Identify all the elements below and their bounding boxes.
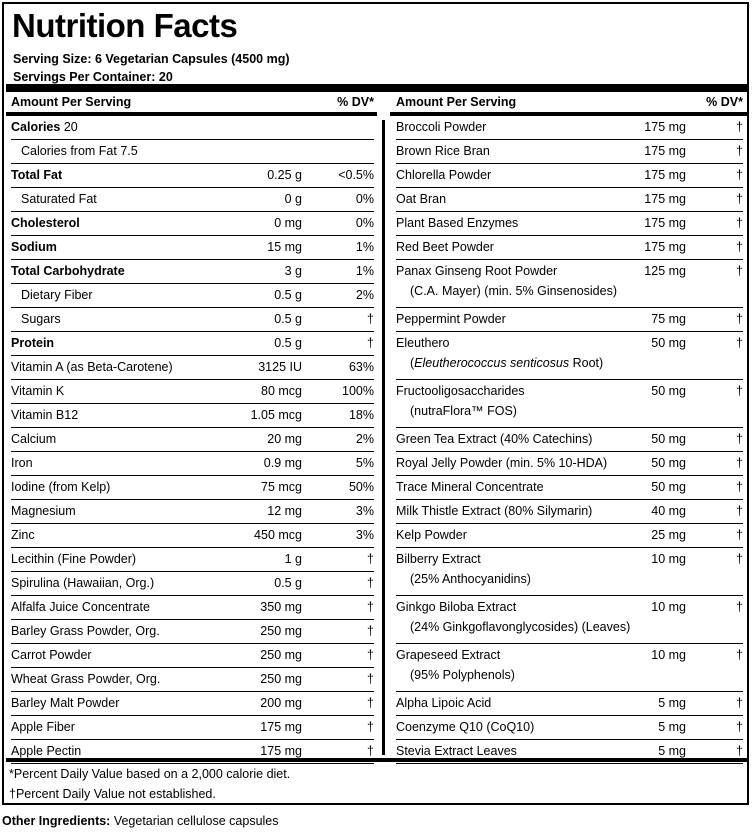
nutrient-name: Sugars xyxy=(21,312,61,326)
servings-per-container: Servings Per Container: 20 xyxy=(13,70,173,84)
nutrient-amount: 12 mg xyxy=(267,504,302,518)
column-divider xyxy=(382,120,385,755)
nutrient-dv: 100% xyxy=(342,384,374,398)
table-row xyxy=(396,332,743,380)
nutrient-amount: 0.5 g xyxy=(274,336,302,350)
right-header-dv: % DV* xyxy=(706,95,743,109)
ingredient-name: Peppermint Powder xyxy=(396,312,506,326)
nutrient-dv: 63% xyxy=(348,360,374,374)
nutrient-name: Dietary Fiber xyxy=(21,288,93,302)
nutrient-name: Barley Grass Powder, Org. xyxy=(11,624,160,638)
ingredient-amount: 50 mg xyxy=(651,432,686,446)
nutrient-dv: 50% xyxy=(348,480,374,494)
nutrient-amount: 200 mg xyxy=(260,696,302,710)
nutrient-name: Vitamin A (as Beta-Carotene) xyxy=(11,360,173,374)
nutrient-name: Wheat Grass Powder, Org. xyxy=(11,672,161,686)
ingredient-amount: 125 mg xyxy=(644,264,686,278)
ingredient-amount: 175 mg xyxy=(644,168,686,182)
ingredient-detail: (nutraFlora™ FOS) xyxy=(410,404,517,418)
table-row xyxy=(396,212,743,236)
table-row xyxy=(11,284,374,308)
ingredient-dv: † xyxy=(736,744,743,758)
ingredient-amount: 5 mg xyxy=(658,720,686,734)
ingredient-latin-name: Eleutherococcus senticosus xyxy=(414,356,570,370)
table-row xyxy=(11,692,374,716)
nutrient-dv: 5% xyxy=(355,456,374,470)
nutrient-name: Carrot Powder xyxy=(11,648,92,662)
right-header xyxy=(396,95,743,112)
table-row xyxy=(396,596,743,644)
ingredient-dv: † xyxy=(736,648,743,662)
nutrient-name: Apple Pectin xyxy=(11,744,82,758)
nutrient-amount: 0.5 g xyxy=(274,576,302,590)
ingredient-detail: (C.A. Mayer) (min. 5% Ginsenosides) xyxy=(410,284,618,298)
nutrient-amount: 20 mg xyxy=(267,432,302,446)
ingredient-amount: 175 mg xyxy=(644,240,686,254)
table-row xyxy=(11,188,374,212)
ingredient-name: Red Beet Powder xyxy=(396,240,494,254)
nutrient-name: Iron xyxy=(11,456,33,470)
nutrient-dv: 1% xyxy=(355,264,374,278)
table-row xyxy=(11,428,374,452)
ingredient-amount: 175 mg xyxy=(644,144,686,158)
ingredient-dv: † xyxy=(736,552,743,566)
ingredient-dv: † xyxy=(736,336,743,350)
table-row xyxy=(11,668,374,692)
nutrient-name: Iodine (from Kelp) xyxy=(11,480,111,494)
nutrient-dv: † xyxy=(367,312,374,326)
table-row xyxy=(11,548,374,572)
nutrient-amount: 3125 IU xyxy=(258,360,302,374)
table-row xyxy=(11,308,374,332)
ingredient-dv: † xyxy=(736,144,743,158)
ingredient-dv: † xyxy=(736,264,743,278)
ingredient-dv: † xyxy=(736,432,743,446)
table-row xyxy=(11,500,374,524)
ingredient-name: Bilberry Extract xyxy=(396,552,481,566)
nutrient-dv: 0% xyxy=(355,192,374,206)
right-header-amount: Amount Per Serving xyxy=(396,95,517,109)
ingredient-amount: 175 mg xyxy=(644,192,686,206)
table-row xyxy=(11,572,374,596)
nutrient-amount: 0 mg xyxy=(274,216,302,230)
table-row xyxy=(11,620,374,644)
ingredient-amount: 50 mg xyxy=(651,384,686,398)
ingredient-dv: † xyxy=(736,696,743,710)
nutrient-dv: 2% xyxy=(355,432,374,446)
nutrient-amount: 15 mg xyxy=(267,240,302,254)
table-row xyxy=(396,524,743,548)
table-row xyxy=(11,380,374,404)
table-row xyxy=(11,332,374,356)
footnote-dv: *Percent Daily Value based on a 2,000 calorie diet. xyxy=(9,767,291,781)
nutrient-name: Protein xyxy=(11,336,55,350)
nutrient-amount: 250 mg xyxy=(260,624,302,638)
nutrient-amount: 250 mg xyxy=(260,672,302,686)
nutrient-amount: 1 g xyxy=(284,552,302,566)
ingredient-amount: 50 mg xyxy=(651,456,686,470)
ingredient-name: Trace Mineral Concentrate xyxy=(396,480,544,494)
ingredient-dv: † xyxy=(736,216,743,230)
table-row xyxy=(396,116,743,140)
ingredient-amount: 175 mg xyxy=(644,216,686,230)
nutrient-name: Calories 20 xyxy=(11,120,78,134)
nutrient-amount: 175 mg xyxy=(260,744,302,758)
nutrient-name: Cholesterol xyxy=(11,216,80,230)
ingredient-name: Green Tea Extract (40% Catechins) xyxy=(396,432,593,446)
nutrient-amount: 350 mg xyxy=(260,600,302,614)
nutrient-dv: † xyxy=(367,576,374,590)
nutrient-amount: 175 mg xyxy=(260,720,302,734)
nutrient-name: Apple Fiber xyxy=(11,720,75,734)
ingredient-name: Eleuthero xyxy=(396,336,450,350)
nutrient-dv: <0.5% xyxy=(338,168,374,182)
ingredient-dv: † xyxy=(736,168,743,182)
nutrient-amount: 0 g xyxy=(284,192,302,206)
nutrient-dv: † xyxy=(367,672,374,686)
other-ingredients xyxy=(2,814,279,828)
table-row xyxy=(11,212,374,236)
ingredient-amount: 10 mg xyxy=(651,600,686,614)
table-row xyxy=(396,380,743,428)
table-row xyxy=(396,548,743,596)
nutrient-amount: 75 mcg xyxy=(261,480,302,494)
ingredient-name: Alpha Lipoic Acid xyxy=(396,696,492,710)
ingredient-dv: † xyxy=(736,240,743,254)
nutrient-name: Calories from Fat 7.5 xyxy=(21,144,138,158)
ingredient-dv: † xyxy=(736,480,743,494)
table-row xyxy=(11,140,374,164)
table-row xyxy=(11,116,374,140)
nutrient-dv: 0% xyxy=(355,216,374,230)
table-row xyxy=(11,596,374,620)
ingredient-dv: † xyxy=(736,384,743,398)
table-row xyxy=(396,236,743,260)
nutrient-name: Calcium xyxy=(11,432,57,446)
nutrient-dv: 3% xyxy=(355,504,374,518)
nutrient-dv: 18% xyxy=(348,408,374,422)
table-row xyxy=(396,716,743,740)
nutrient-dv: † xyxy=(367,744,374,758)
nutrient-amount: 1.05 mcg xyxy=(250,408,302,422)
ingredient-dv: † xyxy=(736,504,743,518)
ingredient-name: Grapeseed Extract xyxy=(396,648,501,662)
ingredient-dv: † xyxy=(736,528,743,542)
ingredient-name: Royal Jelly Powder (min. 5% 10-HDA) xyxy=(396,456,608,470)
panel-title: Nutrition Facts xyxy=(12,7,238,44)
ingredient-amount: 75 mg xyxy=(651,312,686,326)
nutrient-amount: 250 mg xyxy=(260,648,302,662)
ingredient-amount: 5 mg xyxy=(658,696,686,710)
nutrient-name: Spirulina (Hawaiian, Org.) xyxy=(11,576,155,590)
nutrient-value: 20 xyxy=(60,120,78,134)
ingredient-amount: 40 mg xyxy=(651,504,686,518)
ingredient-detail: (Eleutherococcus senticosus Root) xyxy=(410,356,604,370)
ingredient-amount: 10 mg xyxy=(651,552,686,566)
serving-size: Serving Size: 6 Vegetarian Capsules (4500 mg) xyxy=(13,52,290,66)
footer-rule xyxy=(6,758,749,762)
ingredient-detail: (25% Anthocyanidins) xyxy=(410,572,531,586)
ingredient-dv: † xyxy=(736,312,743,326)
table-row xyxy=(396,692,743,716)
nutrient-dv: † xyxy=(367,552,374,566)
nutrient-amount: 0.5 g xyxy=(274,312,302,326)
ingredient-amount: 10 mg xyxy=(651,648,686,662)
ingredient-amount: 25 mg xyxy=(651,528,686,542)
table-row xyxy=(11,260,374,284)
nutrient-dv: † xyxy=(367,336,374,350)
ingredient-name: Brown Rice Bran xyxy=(396,144,490,158)
left-header-amount: Amount Per Serving xyxy=(11,95,132,109)
nutrient-name: Vitamin K xyxy=(11,384,65,398)
nutrient-name: Lecithin (Fine Powder) xyxy=(11,552,137,566)
right-column xyxy=(396,116,743,764)
ingredient-detail: (95% Polyphenols) xyxy=(410,668,515,682)
ingredient-name: Oat Bran xyxy=(396,192,447,206)
ingredient-amount: 50 mg xyxy=(651,480,686,494)
table-row xyxy=(396,140,743,164)
nutrient-name: Vitamin B12 xyxy=(11,408,79,422)
nutrient-amount: 3 g xyxy=(284,264,302,278)
nutrient-name: Magnesium xyxy=(11,504,76,518)
table-row xyxy=(396,188,743,212)
left-header-dv: % DV* xyxy=(337,95,374,109)
ingredient-amount: 50 mg xyxy=(651,336,686,350)
ingredient-dv: † xyxy=(736,192,743,206)
table-row xyxy=(396,164,743,188)
footnote-not-established: †Percent Daily Value not established. xyxy=(9,787,216,801)
nutrient-amount: 80 mcg xyxy=(261,384,302,398)
nutrient-amount: 0.5 g xyxy=(274,288,302,302)
table-row xyxy=(11,164,374,188)
nutrient-name: Saturated Fat xyxy=(21,192,97,206)
ingredient-dv: † xyxy=(736,600,743,614)
ingredient-name: Broccoli Powder xyxy=(396,120,487,134)
nutrient-dv: † xyxy=(367,624,374,638)
ingredient-dv: † xyxy=(736,456,743,470)
table-row xyxy=(11,452,374,476)
other-ingredients-label: Other Ingredients: xyxy=(2,814,111,828)
ingredient-dv: † xyxy=(736,720,743,734)
left-column xyxy=(11,116,374,764)
table-row xyxy=(396,428,743,452)
table-row xyxy=(396,500,743,524)
nutrient-name: Barley Malt Powder xyxy=(11,696,120,710)
thick-divider xyxy=(6,84,749,92)
table-row xyxy=(396,308,743,332)
nutrient-dv: † xyxy=(367,696,374,710)
ingredient-name: Fructooligosaccharides xyxy=(396,384,525,398)
table-row xyxy=(11,716,374,740)
nutrient-name: Sodium xyxy=(11,240,57,254)
left-header xyxy=(11,95,374,112)
table-row xyxy=(11,524,374,548)
ingredient-amount: 175 mg xyxy=(644,120,686,134)
table-row xyxy=(396,260,743,308)
table-row xyxy=(11,404,374,428)
nutrient-dv: † xyxy=(367,600,374,614)
table-row xyxy=(396,476,743,500)
nutrient-dv: 2% xyxy=(355,288,374,302)
table-row xyxy=(11,236,374,260)
ingredient-name: Stevia Extract Leaves xyxy=(396,744,517,758)
table-row xyxy=(11,644,374,668)
nutrient-dv: 3% xyxy=(355,528,374,542)
ingredient-name: Panax Ginseng Root Powder xyxy=(396,264,558,278)
ingredient-name: Milk Thistle Extract (80% Silymarin) xyxy=(396,504,593,518)
nutrient-dv: † xyxy=(367,648,374,662)
ingredient-name: Kelp Powder xyxy=(396,528,467,542)
ingredient-detail: (24% Ginkgoflavonglycosides) (Leaves) xyxy=(410,620,631,634)
nutrient-amount: 450 mcg xyxy=(254,528,302,542)
ingredient-dv: † xyxy=(736,120,743,134)
table-row xyxy=(396,644,743,692)
table-row xyxy=(11,356,374,380)
nutrient-amount: 0.9 mg xyxy=(263,456,302,470)
nutrient-name: Alfalfa Juice Concentrate xyxy=(11,600,150,614)
nutrient-name: Total Fat xyxy=(11,168,63,182)
ingredient-name: Ginkgo Biloba Extract xyxy=(396,600,517,614)
ingredient-name: Plant Based Enzymes xyxy=(396,216,519,230)
nutrient-name: Zinc xyxy=(11,528,35,542)
table-row xyxy=(11,476,374,500)
ingredient-name: Chlorella Powder xyxy=(396,168,492,182)
nutrient-dv: † xyxy=(367,720,374,734)
ingredient-name: Coenzyme Q10 (CoQ10) xyxy=(396,720,535,734)
nutrient-amount: 0.25 g xyxy=(267,168,302,182)
nutrient-name: Total Carbohydrate xyxy=(11,264,125,278)
nutrient-dv: 1% xyxy=(355,240,374,254)
other-ingredients-value: Vegetarian cellulose capsules xyxy=(110,814,279,828)
ingredient-amount: 5 mg xyxy=(658,744,686,758)
table-row xyxy=(396,452,743,476)
